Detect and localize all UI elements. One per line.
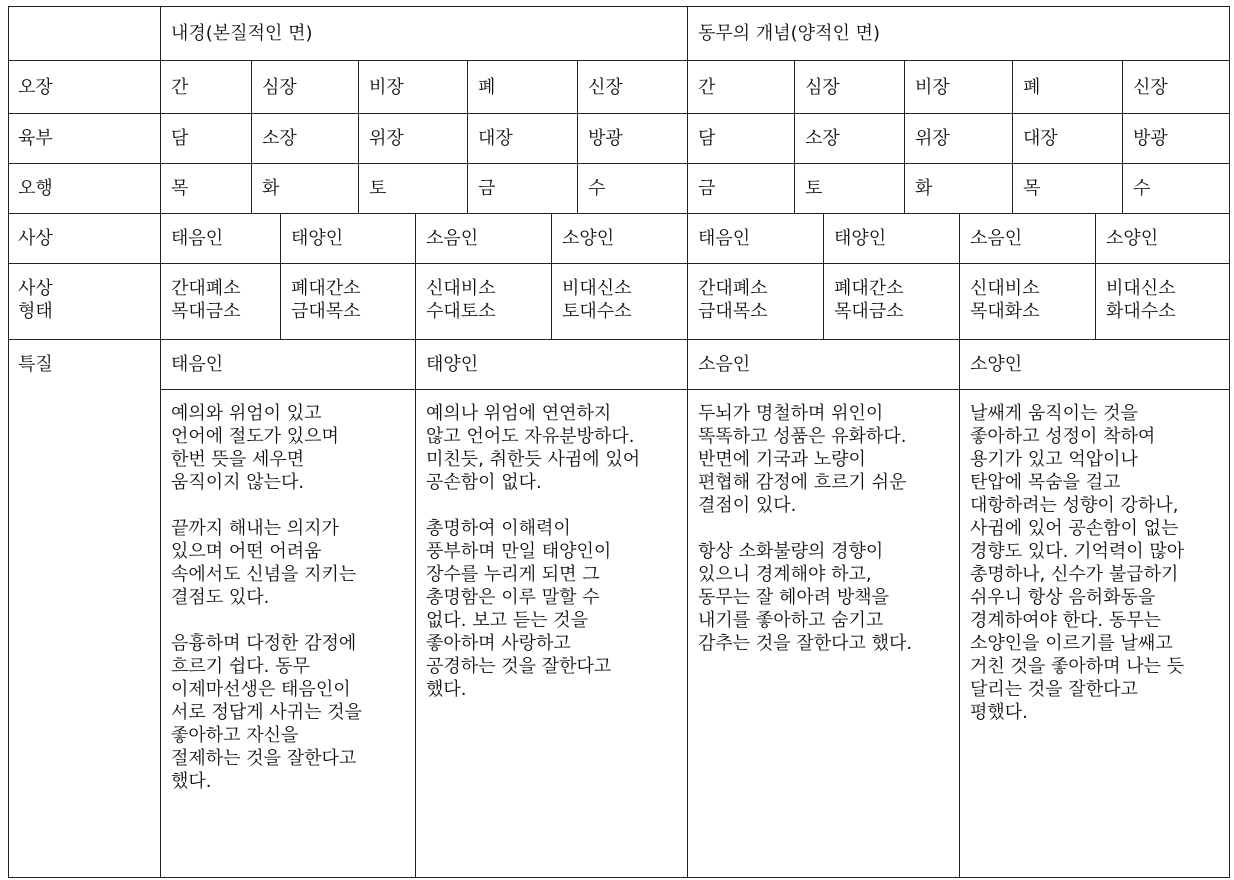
table-rule	[1122, 60, 1123, 213]
row-label-sasang: 사상	[18, 228, 53, 249]
trait-description: 두뇌가 명철하며 위인이 똑똑하고 성품은 유화하다. 반면에 기국과 노량이 편협해 감정에 흐르기 쉬운 결점이 있다. 항상 소화불량의 경향이 있으니 경계해야 하고, 동무는 잘 헤아려 방책을 내기를 좋아하고 숨기고 감추는 것을 잘한다고 했다.	[698, 403, 913, 654]
table-cell: 화	[915, 178, 933, 199]
trait-description: 날쌔게 움직이는 것을 좋아하고 성정이 착하여 용기가 있고 억압이나 탄압에 목숨을 걸고 대항하려는 성향이 강하나, 사귐에 있어 공손함이 없는 경향도 있다. 기억력이 많아 총명하나, 신수가 불급하기 쉬우니 항상 음허화동을 경계하여야 한다. 동무는 소양인을 이르기를 날쌔고 거친 것을 좋아하며 나는 듯 달리는 것을 잘한다고 평했다.	[970, 403, 1185, 723]
table-cell: 방광	[588, 128, 623, 149]
row-label-sasang-form: 사상 형태	[18, 278, 53, 322]
row-label-ohaeng: 오행	[18, 178, 53, 199]
table-rule	[8, 60, 1230, 61]
table-rule	[794, 60, 795, 213]
table-rule	[358, 60, 359, 213]
table-cell: 화	[262, 178, 280, 199]
table-rule	[160, 389, 1230, 390]
table-cell: 태양인	[291, 228, 344, 249]
table-rule	[687, 6, 688, 878]
table-cell: 간대폐소 금대목소	[698, 278, 768, 322]
table-cell: 간	[698, 77, 716, 98]
trait-type-heading: 소양인	[970, 354, 1023, 375]
table-cell: 목	[1023, 178, 1041, 199]
table-cell: 금	[478, 178, 496, 199]
table-rule	[823, 213, 824, 339]
table-cell: 폐대간소 금대목소	[291, 278, 361, 322]
trait-description: 예의와 위엄이 있고 언어에 절도가 있으며 한번 뜻을 세우면 움직이지 않는다. 끝까지 해내는 의지가 있으며 어떤 어려움 속에서도 신념을 지키는 결점도 있다. 음흉하며 다정한 감정에 흐르기 쉽다. 동무 이제마선생은 태음인이 서로 정답게 사귀는 것을 좋아하고 자신을 절제하는 것을 잘한다고 했다.	[171, 403, 363, 792]
table-cell: 대장	[1023, 128, 1058, 149]
table-rule	[415, 213, 416, 877]
table-rule	[8, 6, 9, 878]
table-cell: 소음인	[426, 228, 479, 249]
table-cell: 신장	[1133, 77, 1168, 98]
table-rule	[1095, 213, 1096, 339]
row-label-traits: 특질	[18, 354, 53, 375]
table-cell: 신장	[588, 77, 623, 98]
table-cell: 신대비소 수대토소	[426, 278, 496, 322]
table-rule	[8, 339, 1230, 340]
table-cell: 토	[805, 178, 823, 199]
table-cell: 간	[171, 77, 189, 98]
table-cell: 폐	[478, 77, 496, 98]
table-cell: 소장	[805, 128, 840, 149]
table-cell: 태음인	[171, 228, 224, 249]
table-rule	[467, 60, 468, 213]
table-cell: 소양인	[1106, 228, 1159, 249]
table-rule	[8, 263, 1230, 264]
table-cell: 태양인	[834, 228, 887, 249]
table-cell: 폐	[1023, 77, 1041, 98]
table-cell: 비대신소 토대수소	[562, 278, 632, 322]
table-cell: 담	[171, 128, 189, 149]
table-cell: 소장	[262, 128, 297, 149]
table-cell: 목	[171, 178, 189, 199]
table-rule	[160, 6, 161, 878]
table-rule	[577, 60, 578, 213]
trait-description: 예의나 위엄에 연연하지 않고 언어도 자유분방하다. 미친듯, 취한듯 사귐에 있어 공손함이 없다. 총명하여 이해력이 풍부하며 만일 태양인이 장수를 누리게 되면 그 총명함은 이루 말할 수 없다. 보고 듣는 것을 좋아하며 사랑하고 공경하는 것을 잘한다고 했다.	[426, 403, 641, 700]
table-rule	[8, 213, 1230, 214]
row-label-yukbu: 육부	[18, 128, 53, 149]
table-rule	[959, 213, 960, 877]
trait-type-heading: 태음인	[171, 354, 224, 375]
trait-type-heading: 태양인	[426, 354, 479, 375]
table-cell: 금	[698, 178, 716, 199]
table-cell: 태음인	[698, 228, 751, 249]
table-cell: 소양인	[562, 228, 615, 249]
table-cell: 간대폐소 목대금소	[171, 278, 241, 322]
table-cell: 폐대간소 목대금소	[834, 278, 904, 322]
table-cell: 수	[588, 178, 606, 199]
table-rule	[1012, 60, 1013, 213]
trait-type-heading: 소음인	[698, 354, 751, 375]
table-cell: 위장	[369, 128, 404, 149]
table-rule	[1229, 6, 1230, 878]
table-rule	[551, 213, 552, 339]
table-cell: 비장	[369, 77, 404, 98]
table-rule	[8, 877, 1230, 878]
table-rule	[8, 6, 1230, 7]
table-cell: 심장	[805, 77, 840, 98]
table-rule	[280, 213, 281, 339]
header-right-title: 동무의 개념(양적인 면)	[698, 23, 880, 44]
table-rule	[8, 163, 1230, 164]
row-label-ojang: 오장	[18, 77, 53, 98]
table-cell: 대장	[478, 128, 513, 149]
table-rule	[8, 113, 1230, 114]
sasang-comparison-table	[8, 6, 1230, 878]
table-cell: 담	[698, 128, 716, 149]
table-cell: 신대비소 목대화소	[970, 278, 1040, 322]
header-left-title: 내경(본질적인 면)	[171, 23, 313, 44]
table-cell: 소음인	[970, 228, 1023, 249]
table-cell: 토	[369, 178, 387, 199]
table-cell: 심장	[262, 77, 297, 98]
table-cell: 비장	[915, 77, 950, 98]
table-cell: 비대신소 화대수소	[1106, 278, 1176, 322]
table-cell: 방광	[1133, 128, 1168, 149]
table-cell: 수	[1133, 178, 1151, 199]
table-rule	[904, 60, 905, 213]
table-rule	[251, 60, 252, 213]
table-cell: 위장	[915, 128, 950, 149]
